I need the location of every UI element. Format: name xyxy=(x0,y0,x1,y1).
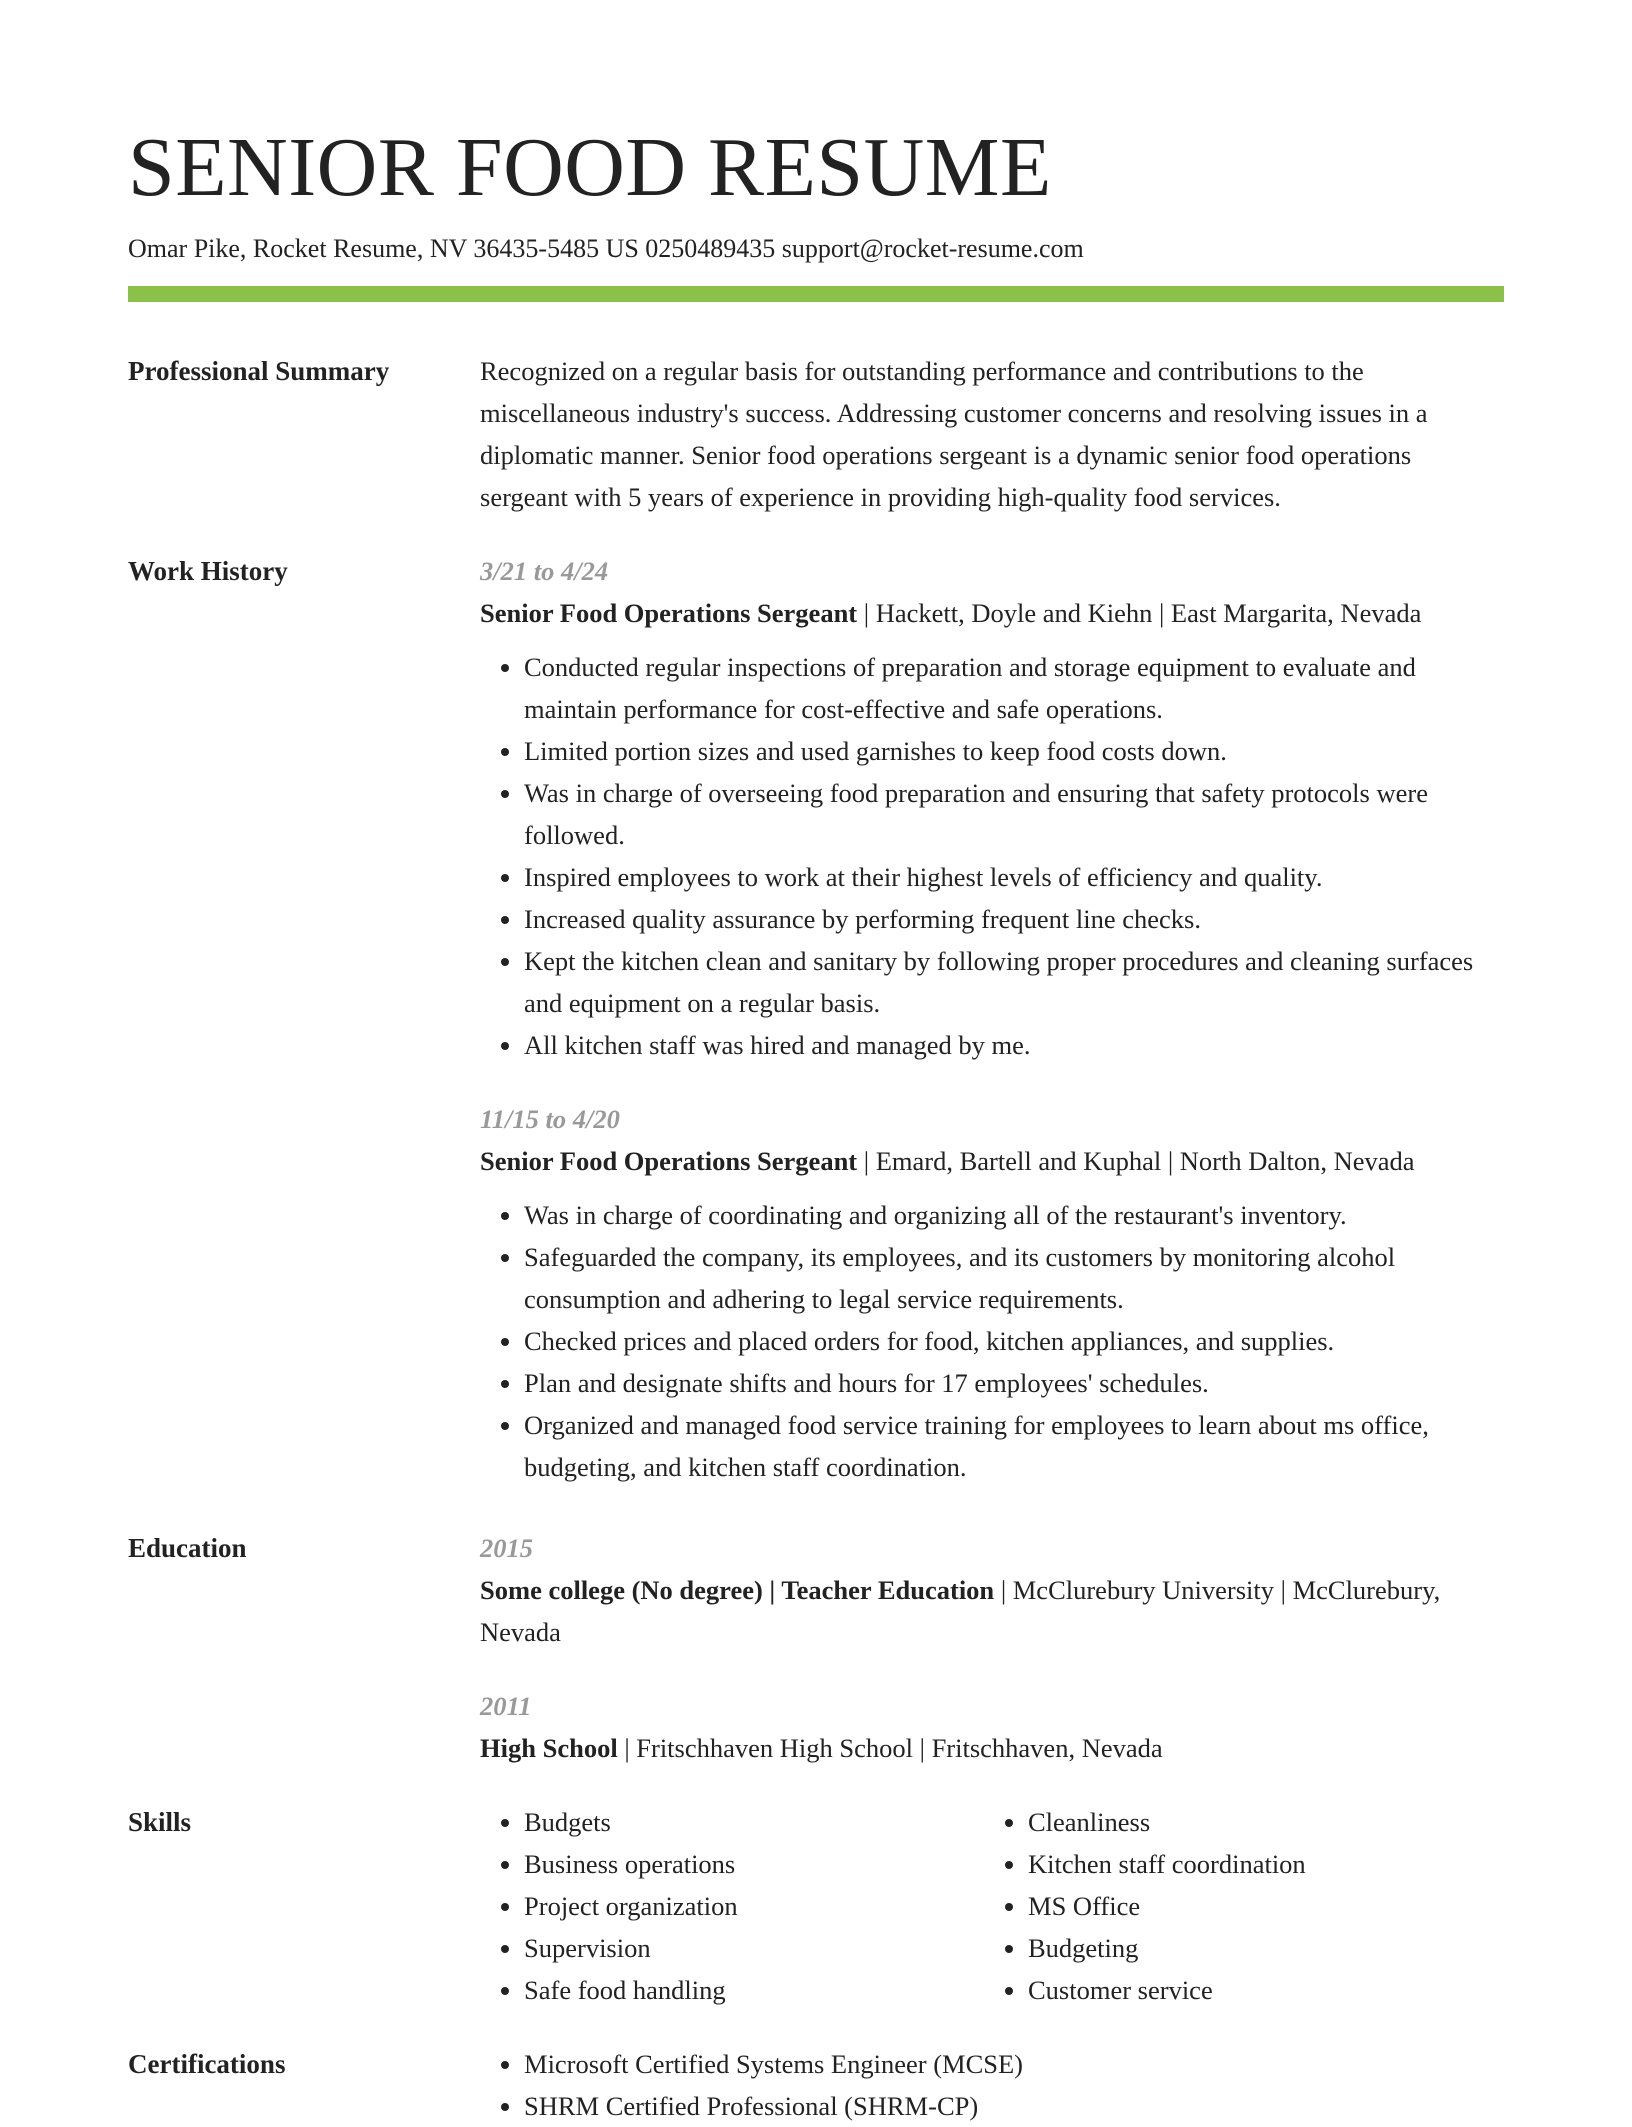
list-item: • All kitchen staff was hired and managed by me. xyxy=(524,1024,1504,1066)
job-company: | Hackett, Doyle and Kiehn | East Margarita, Nevada xyxy=(857,598,1422,628)
education-line xyxy=(480,1727,1504,1769)
job-role: Senior Food Operations Sergeant xyxy=(480,598,858,628)
certifications-heading: Certifications xyxy=(128,2049,286,2079)
list-item: • Budgeting xyxy=(1028,1927,1488,1969)
list-item: • MS Office xyxy=(1028,1885,1488,1927)
job-entry xyxy=(480,1098,1504,1488)
education-school: | Fritschhaven High School | Fritschhaven, Nevada xyxy=(617,1733,1163,1763)
list-item: • SHRM Certified Professional (SHRM-CP) xyxy=(524,2085,1504,2127)
work-history-heading: Work History xyxy=(128,556,288,586)
list-item: • Supervision xyxy=(524,1927,984,1969)
certifications-list xyxy=(480,2043,1504,2127)
education-year: 2015 xyxy=(480,1533,533,1563)
skills-list-right xyxy=(984,1801,1488,2011)
list-item: • Microsoft Certified Systems Engineer (MCSE) xyxy=(524,2043,1504,2085)
job-title-line xyxy=(480,1140,1504,1182)
list-item: • Kitchen staff coordination xyxy=(1028,1843,1488,1885)
list-item: • Was in charge of coordinating and organizing all of the restaurant's inventory. xyxy=(524,1194,1504,1236)
list-item: • Kept the kitchen clean and sanitary by following proper procedures and cleaning surfaces and equipment on a regular basis. xyxy=(524,940,1504,1024)
list-item: • Limited portion sizes and used garnishes to keep food costs down. xyxy=(524,730,1504,772)
job-company: | Emard, Bartell and Kuphal | North Dalton, Nevada xyxy=(857,1146,1415,1176)
education-degree: High School xyxy=(480,1733,618,1763)
accent-divider xyxy=(128,286,1504,302)
education-entry xyxy=(480,1527,1504,1653)
summary-text: Recognized on a regular basis for outstanding performance and contributions to the miscellaneous industry's success. Addressing customer concerns and resolving issues in a diplomatic manner. Senior food operations sergeant is a dynamic senior food operations sergeant with 5 years of experience in providing high-quality food services. xyxy=(480,356,1428,512)
list-item: • Checked prices and placed orders for food, kitchen appliances, and supplies. xyxy=(524,1320,1504,1362)
contact-line: Omar Pike, Rocket Resume, NV 36435-5485 US 0250489435 support@rocket-resume.com xyxy=(128,234,1084,263)
job-bullets xyxy=(480,646,1504,1066)
job-role: Senior Food Operations Sergeant xyxy=(480,1146,858,1176)
job-bullets xyxy=(480,1194,1504,1488)
list-item: • Organized and managed food service training for employees to learn about ms office, budgeting, and kitchen staff coordination. xyxy=(524,1404,1504,1488)
list-item: • Was in charge of overseeing food preparation and ensuring that safety protocols were followed. xyxy=(524,772,1504,856)
list-item: • Inspired employees to work at their highest levels of efficiency and quality. xyxy=(524,856,1504,898)
job-dates: 11/15 to 4/20 xyxy=(480,1104,620,1134)
education-degree: Some college (No degree) | Teacher Education xyxy=(480,1575,995,1605)
education-line xyxy=(480,1569,1504,1653)
education-heading: Education xyxy=(128,1533,247,1563)
job-title-line xyxy=(480,592,1504,634)
education-entry xyxy=(480,1685,1504,1769)
skills-list-left xyxy=(480,1801,984,2011)
list-item: • Customer service xyxy=(1028,1969,1488,2011)
list-item: • Cleanliness xyxy=(1028,1801,1488,1843)
list-item: • Conducted regular inspections of preparation and storage equipment to evaluate and maintain performance for cost-effective and safe operations. xyxy=(524,646,1504,730)
job-entry xyxy=(480,550,1504,1066)
skills-heading: Skills xyxy=(128,1807,192,1837)
skills-columns xyxy=(480,1801,1504,2011)
list-item: • Safeguarded the company, its employees, and its customers by monitoring alcohol consumption and adhering to legal service requirements. xyxy=(524,1236,1504,1320)
list-item: • Safe food handling xyxy=(524,1969,984,2011)
education-year: 2011 xyxy=(480,1691,532,1721)
list-item: • Plan and designate shifts and hours for 17 employees' schedules. xyxy=(524,1362,1504,1404)
list-item: • Business operations xyxy=(524,1843,984,1885)
list-item: • Increased quality assurance by performing frequent line checks. xyxy=(524,898,1504,940)
list-item: • Budgets xyxy=(524,1801,984,1843)
summary-heading: Professional Summary xyxy=(128,356,390,386)
resume-title: SENIOR FOOD RESUME xyxy=(128,121,1052,214)
education-school: | McClurebury University | McClurebury, Nevada xyxy=(480,1575,1441,1647)
job-dates: 3/21 to 4/24 xyxy=(480,556,609,586)
list-item: • Project organization xyxy=(524,1885,984,1927)
